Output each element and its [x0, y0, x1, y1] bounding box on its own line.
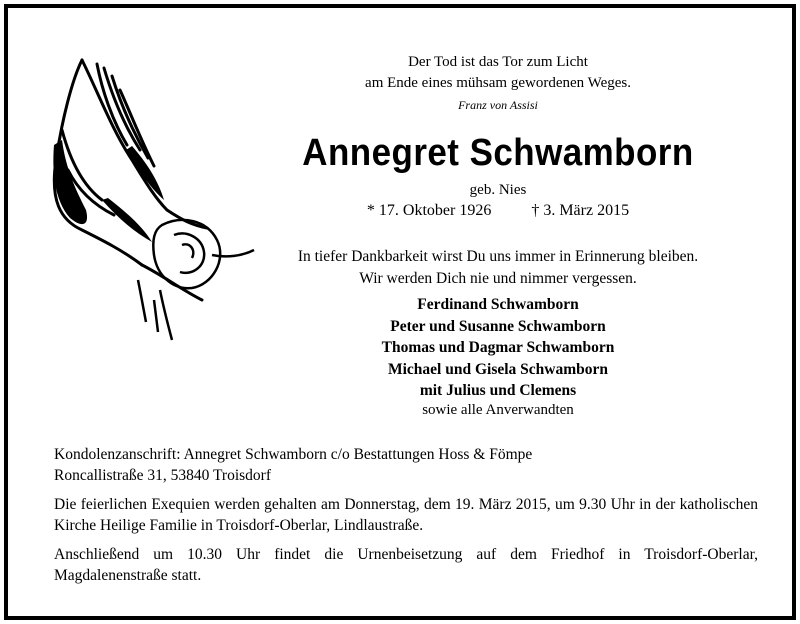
death-date: † 3. März 2015	[531, 202, 630, 219]
mourner: Ferdinand Schwamborn	[417, 296, 579, 313]
condolence-address	[54, 444, 758, 486]
exequies-notice: Die feierlichen Exequien werden gehalten am Donnerstag, dem 19. März 2015, um 9.30 Uhr in der katholischen Kirche Heilige Familie in Troisdorf-Oberlar, Lindlaustraße.	[54, 496, 758, 534]
dedication-line-1: In tiefer Dankbarkeit wirst Du uns immer in Erinnerung bleiben.	[297, 248, 699, 265]
praying-hands-icon	[42, 50, 262, 350]
obituary-frame	[4, 4, 796, 620]
mourner: Peter und Susanne Schwamborn	[390, 317, 606, 335]
mourner: Thomas und Dagmar Schwamborn	[381, 339, 615, 356]
mourner: mit Julius und Clemens	[419, 382, 577, 399]
condolence-line-1: Kondolenzanschrift: Annegret Schwamborn c/o Bestattungen Hoss & Fömpe	[54, 446, 533, 463]
mourner: Michael und Gisela Schwamborn	[387, 360, 609, 378]
dedication-line-2: Wir werden Dich nie und nimmer vergessen.	[359, 270, 637, 287]
life-dates	[258, 202, 738, 220]
birth-date: * 17. Oktober 1926	[366, 202, 492, 219]
birth-name: geb. Nies	[469, 182, 527, 198]
quote-author: Franz von Assisi	[458, 98, 538, 112]
dedication	[258, 246, 738, 290]
quote	[258, 52, 738, 116]
relatives: sowie alle Anverwandten	[422, 402, 574, 418]
quote-line-1: Der Tod ist das Tor zum Licht	[408, 54, 588, 70]
deceased-name: Annegret Schwamborn	[302, 132, 694, 174]
burial-notice: Anschließend um 10.30 Uhr findet die Urnenbeisetzung auf dem Friedhof in Troisdorf-Oberlar, Magdalenenstraße statt.	[54, 546, 758, 584]
mourners-list	[258, 294, 738, 402]
quote-line-2: am Ende eines mühsam gewordenen Weges.	[365, 75, 631, 91]
condolence-line-2: Roncallistraße 31, 53840 Troisdorf	[54, 467, 271, 484]
